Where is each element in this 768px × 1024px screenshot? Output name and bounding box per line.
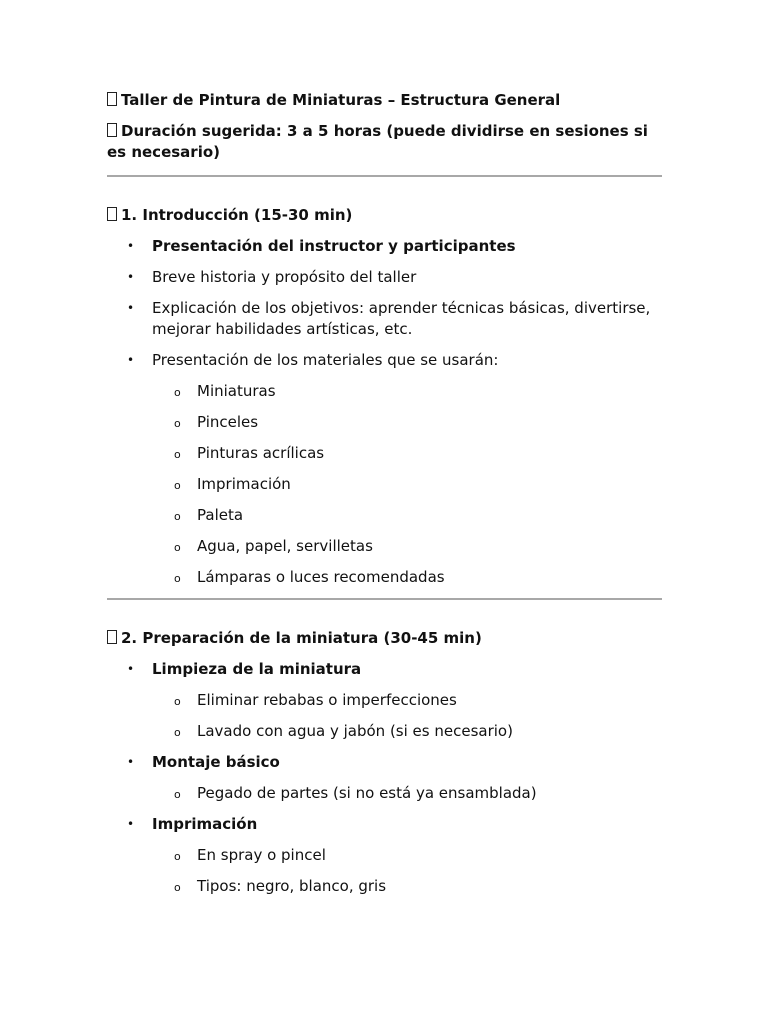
list-item-text: Limpieza de la miniatura (152, 660, 362, 678)
sub-list (152, 783, 662, 804)
sub-list-item (152, 381, 662, 402)
sub-list (152, 845, 662, 897)
sub-bullet-icon: o (174, 448, 181, 461)
sub-list-item (152, 876, 662, 897)
sub-bullet-icon: o (174, 695, 181, 708)
list-item-text: Breve historia y propósito del taller (152, 268, 417, 286)
sub-bullet-icon: o (174, 479, 181, 492)
sub-bullet-icon: o (174, 541, 181, 554)
sub-list (152, 381, 662, 588)
sub-list-item (152, 567, 662, 588)
sub-list-item (152, 474, 662, 495)
document-page (107, 90, 662, 907)
missing-glyph-icon (107, 123, 117, 137)
list-item (107, 659, 662, 742)
document-title (107, 90, 662, 111)
bullet-icon: • (127, 239, 135, 253)
section-heading-text: 1. Introducción (15-30 min) (121, 206, 353, 224)
sub-list-item-text: Imprimación (197, 475, 291, 493)
sub-bullet-icon: o (174, 726, 181, 739)
sub-list-item-text: Agua, papel, servilletas (197, 537, 373, 555)
sub-list-item (152, 536, 662, 557)
list-item (107, 814, 662, 897)
sub-list-item-text: Eliminar rebabas o imperfecciones (197, 691, 457, 709)
bullet-icon: • (127, 301, 135, 315)
list-item (107, 752, 662, 804)
list-item (107, 298, 662, 340)
sub-list-item-text: Lavado con agua y jabón (si es necesario) (197, 722, 513, 740)
missing-glyph-icon (107, 207, 117, 221)
sub-list-item-text: Pegado de partes (si no está ya ensamblada) (197, 784, 537, 802)
section-heading (107, 628, 662, 649)
sub-list-item-text: Miniaturas (197, 382, 276, 400)
sub-list-item (152, 721, 662, 742)
sub-list-item-text: Tipos: negro, blanco, gris (197, 877, 387, 895)
sub-bullet-icon: o (174, 572, 181, 585)
sub-list (152, 690, 662, 742)
sub-list-item-text: Pinceles (197, 413, 259, 431)
section-list (107, 236, 662, 588)
sub-bullet-icon: o (174, 881, 181, 894)
bullet-icon: • (127, 662, 135, 676)
section-heading (107, 205, 662, 226)
horizontal-divider (107, 598, 662, 600)
list-item-text: Explicación de los objetivos: aprender técnicas básicas, divertirse, mejorar habilidades artísticas, etc. (152, 299, 651, 338)
bullet-icon: • (127, 755, 135, 769)
sub-list-item-text: Lámparas o luces recomendadas (197, 568, 445, 586)
list-item-text: Presentación del instructor y participantes (152, 237, 516, 255)
section-list (107, 659, 662, 897)
sub-list-item (152, 443, 662, 464)
sub-bullet-icon: o (174, 386, 181, 399)
list-item-text: Imprimación (152, 815, 258, 833)
horizontal-divider (107, 175, 662, 177)
sub-list-item-text: Pinturas acrílicas (197, 444, 325, 462)
sub-list-item-text: Paleta (197, 506, 244, 524)
duration-line (107, 121, 662, 163)
sub-list-item-text: En spray o pincel (197, 846, 326, 864)
sub-list-item (152, 690, 662, 711)
sub-bullet-icon: o (174, 850, 181, 863)
missing-glyph-icon (107, 630, 117, 644)
sub-list-item (152, 783, 662, 804)
bullet-icon: • (127, 353, 135, 367)
list-item-text: Presentación de los materiales que se usarán: (152, 351, 499, 369)
bullet-icon: • (127, 270, 135, 284)
missing-glyph-icon (107, 92, 117, 106)
duration-text: Duración sugerida: 3 a 5 horas (puede dividirse en sesiones si es necesario) (107, 122, 648, 161)
sub-list-item (152, 412, 662, 433)
sub-bullet-icon: o (174, 417, 181, 430)
list-item (107, 236, 662, 257)
list-item (107, 350, 662, 588)
document-title-text: Taller de Pintura de Miniaturas – Estructura General (121, 91, 561, 109)
sub-bullet-icon: o (174, 788, 181, 801)
section-heading-text: 2. Preparación de la miniatura (30-45 min) (121, 629, 482, 647)
sub-list-item (152, 505, 662, 526)
list-item-text: Montaje básico (152, 753, 280, 771)
bullet-icon: • (127, 817, 135, 831)
sub-bullet-icon: o (174, 510, 181, 523)
list-item (107, 267, 662, 288)
sub-list-item (152, 845, 662, 866)
